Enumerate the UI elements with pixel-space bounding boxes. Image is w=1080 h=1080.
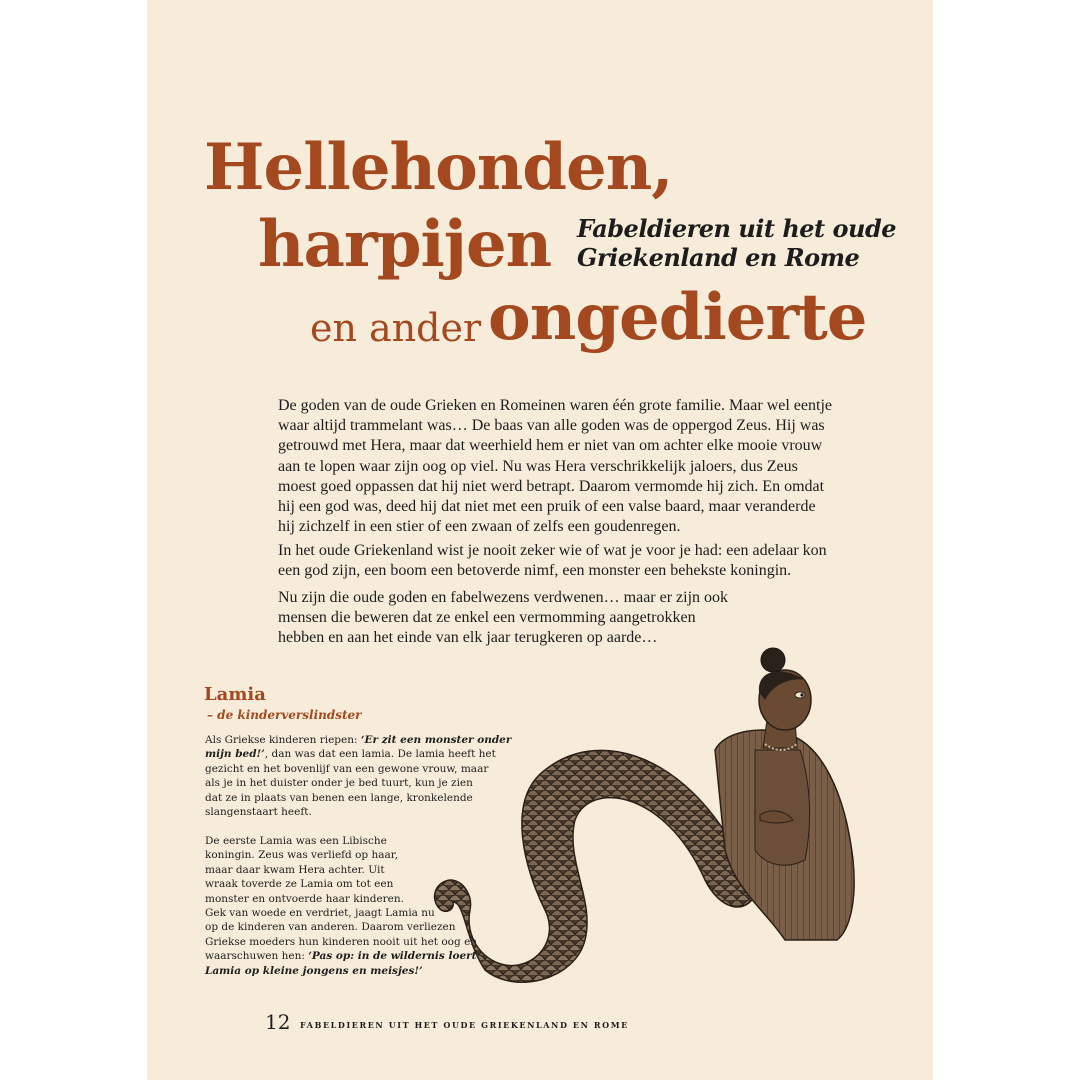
lamia-heading: Lamia	[204, 684, 266, 705]
intro-line: een god zijn, een boom een betoverde nimf, een monster een behekste koningin.	[278, 562, 792, 580]
intro-line: waar altijd trammelant was… De baas van alle goden was de oppergod Zeus. Hij was	[278, 417, 825, 435]
title-line-3a: en ander	[310, 306, 482, 350]
intro-line: hij een god was, deed hij dat niet met een pruik of een valse baard, maar veranderde	[278, 498, 816, 516]
intro-line: In het oude Griekenland wist je nooit zeker wie of wat je voor je had: een adelaar kon	[278, 542, 827, 559]
subtitle-line-1: Fabeldieren uit het oude	[577, 214, 897, 243]
intro-line: mensen die beweren dat ze enkel een vermomming aangetrokken	[278, 609, 696, 627]
lamia-text: , dan was dat een lamia. De lamia heeft het	[264, 748, 496, 761]
lamia-line: gezicht en het bovenlijf van een gewone vrouw, maar	[205, 762, 489, 775]
lamia-line: Griekse moeders hun kinderen nooit uit het oog en	[205, 935, 478, 948]
lamia-line: op de kinderen van anderen. Daarom verliezen	[205, 921, 456, 934]
lamia-line: monster en ontvoerde haar kinderen.	[205, 892, 404, 905]
lamia-illustration	[425, 640, 865, 1000]
lamia-line: Gek van woede en verdriet, jaagt Lamia nu	[205, 907, 435, 920]
title-line-2: harpijen	[258, 207, 552, 282]
intro-line: hebben en aan het einde van elk jaar terugkeren op aarde…	[278, 629, 658, 647]
lamia-line: wraak toverde ze Lamia om tot een	[205, 878, 394, 891]
title-line-3b: ongedierte	[488, 280, 867, 355]
lamia-line: slangenstaart heeft.	[205, 806, 312, 819]
running-head: FABELDIEREN UIT HET OUDE GRIEKENLAND EN ROME	[300, 1020, 629, 1030]
lamia-line: als je in het duister onder je bed tuurt, kun je zien	[205, 777, 473, 790]
lamia-quote: ‘Pas op: in de wildernis loert	[308, 950, 477, 963]
lamia-line: maar daar kwam Hera achter. Uit	[205, 863, 385, 876]
intro-line: aan te lopen waar zijn oog op viel. Nu was Hera verschrikkelijk jaloers, dus Zeus	[278, 457, 798, 475]
subtitle-line-2: Griekenland en Rome	[577, 243, 860, 272]
lamia-line: koningin. Zeus was verliefd op haar,	[205, 849, 398, 862]
page-number: 12	[265, 1010, 291, 1034]
title-line-1: Hellehonden,	[204, 130, 673, 205]
lamia-quote: mijn bed!’	[205, 748, 265, 761]
intro-line: Nu zijn die oude goden en fabelwezens verdwenen… maar er zijn ook	[278, 589, 729, 606]
lamia-line: De eerste Lamia was een Libische	[205, 835, 387, 847]
lamia-line: Lamia op kleine jongens en meisjes!’	[205, 964, 423, 977]
lamia-subheading: – de kinderverslindster	[207, 708, 362, 722]
lamia-quote: ‘Er zit een monster onder	[360, 734, 512, 746]
intro-paragraph-2	[278, 541, 827, 581]
lamia-line: dat ze in plaats van benen een lange, kronkelende	[205, 791, 473, 804]
torso	[755, 750, 810, 865]
lamia-text: Als Griekse kinderen riepen:	[205, 734, 361, 746]
hair-bun	[761, 648, 785, 672]
lamia-text: waarschuwen hen:	[205, 950, 309, 963]
intro-line: getrouwd met Hera, maar dat weerhield hem er niet van om achter elke mooie vrouw	[278, 437, 823, 455]
intro-paragraph-1	[278, 396, 832, 537]
intro-line: De goden van de oude Grieken en Romeinen waren één grote familie. Maar wel eentje	[278, 397, 832, 414]
intro-line: moest goed oppassen dat hij niet werd betrapt. Daarom vermomde hij zich. En omdat	[278, 477, 825, 495]
serpent-tail	[435, 750, 755, 982]
intro-line: hij zichzelf in een stier of een zwaan of zelfs een goudenregen.	[278, 518, 681, 536]
